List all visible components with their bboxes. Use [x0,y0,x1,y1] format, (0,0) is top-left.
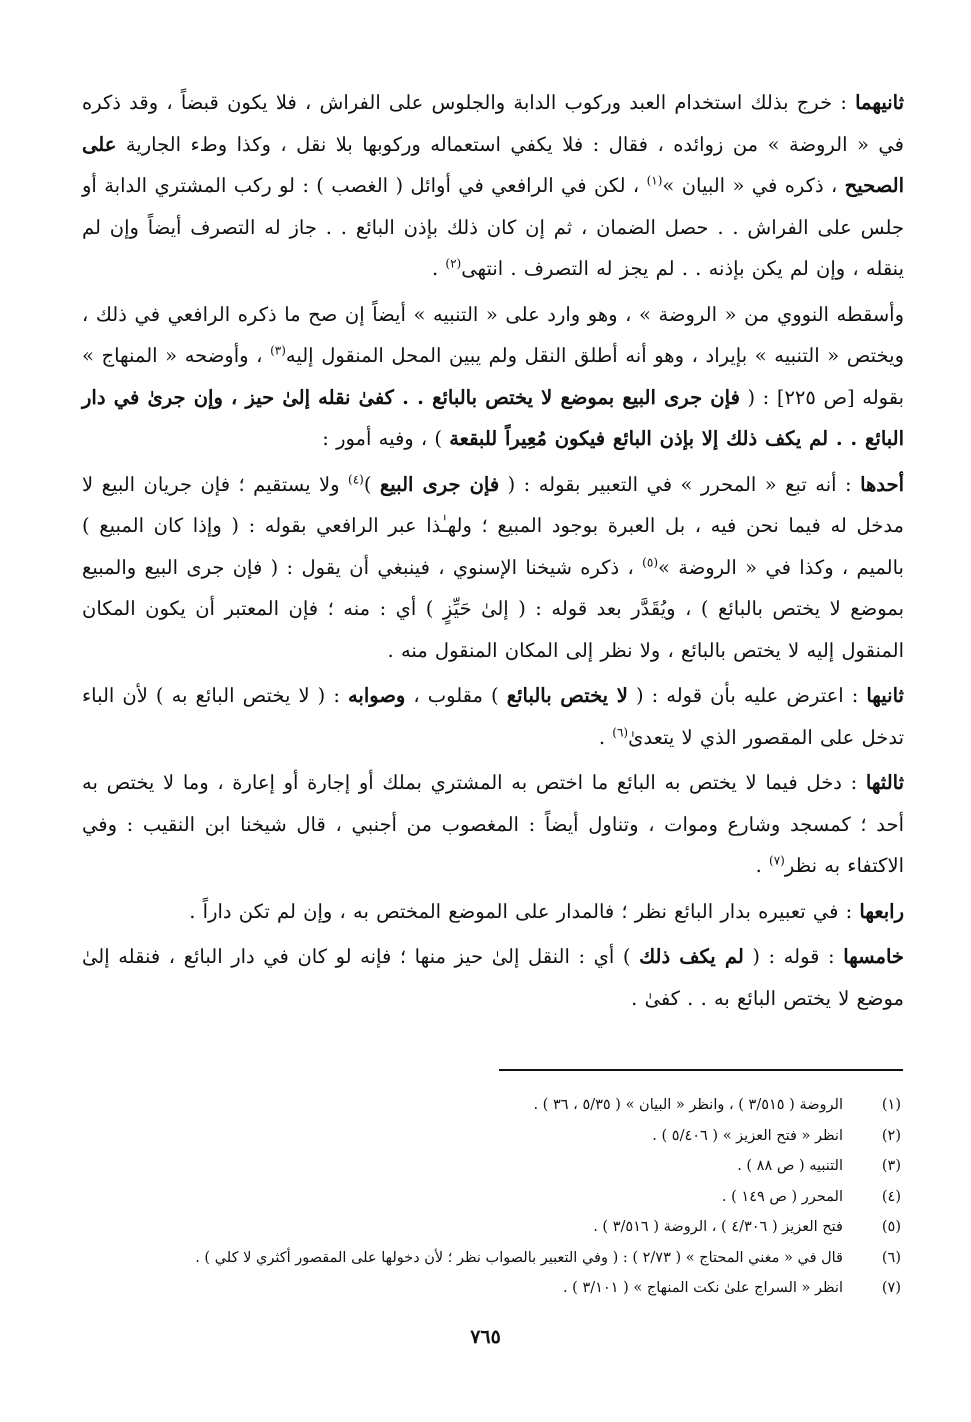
text-run: : اعترض عليه بأن قوله : ( [627,684,867,707]
paragraph-lead: أحدها [860,472,904,496]
footnote [83,1182,903,1213]
bold-text: فإن جرى البيع بموضع لا يختص بالبائع . . كفىٰ نقله إلىٰ حيز ، وإن جرىٰ في دار البائع . . لم يكف ذلك إلا بإذن البائع فيكون مُعِيراً للبقعة [82,385,904,450]
footnote-ref: (٢) [445,256,462,271]
footnote [83,1212,903,1243]
footnote-number: (٣) [881,1158,901,1174]
footnote-ref: (٤) [348,472,364,486]
footnotes [83,1090,903,1304]
footnote [83,1121,903,1152]
footnote-ref: (٣) [270,343,286,358]
paragraph-lead: ثانيها [866,684,904,707]
footnote-ref: (٧) [769,853,785,868]
text-run: ، وأوضحه « المنهاج » بقوله [ص ٢٢٥] : ( [82,344,904,409]
text-run: ) أي : النقل إلىٰ حيز منها ؛ فإنه لو كان في دار البائع ، فنقله إلىٰ موضع لا يختص البائع به . . كفىٰ . [82,945,904,1010]
text-run: ) مقلوب ، [405,684,507,707]
text-run: : قوله : ( [743,945,844,968]
text-run: : ( لا يختص البائع به ) لأن الباء تدخل على المقصور الذي لا يتعدىٰ [82,684,904,749]
footnote-number: (٧) [881,1280,901,1296]
paragraph [82,762,904,887]
text-run: : دخل فيما لا يختص به البائع ما اختص به المشتري بملك أو إجارة أو إعارة ، وما لا يختص به أحد ؛ كمسجد وشارع وموات ، وتناول أيضاً : المغصوب من أجنبي ، قال شيخنا ابن النقيب : وفي الاكتفاء به نظر [82,771,904,877]
text-run: ، لكن في الرافعي في أوائل ( الغصب ) : لو ركب المشتري الدابة أو جلس على الفراش . . حصل الضمان ، ثم إن كان ذلك بإذن البائع . . جاز له التصرف أيضاً وإن لم ينقله ، وإن لم يكن بإذنه . . لم يجز له التصرف . انتهى [82,174,904,280]
bold-text: لم يكف ذلك [639,945,744,968]
footnote-number: (٦) [881,1249,901,1266]
footnote-text: الروضة ( ٣/٥١٥ ) ، وانظر « البيان » ( ٥/٣٥ ، ٣٦ ) . [533,1097,843,1113]
footnote [83,1090,903,1121]
bold-text: فإن جرى البيع [379,472,500,496]
footnote-text: المحرر ( ص ١٤٩ ) . [721,1188,843,1205]
text-run: . [598,725,613,749]
text-run: ) ، وفيه أمور : [322,427,450,450]
footnote-text: انظر « السراج علىٰ نكت المنهاج » ( ٣/١٠١ ) . [562,1280,843,1296]
footnote-separator [499,1069,903,1071]
bold-text: على الصحيح [82,132,904,197]
text-run: ) [363,472,380,496]
text-run: . [431,257,446,280]
bold-text: لا يختص بالبائع [506,684,628,707]
footnote-text: فتح العزيز ( ٤/٣٠٦ ) ، الروضة ( ٣/٥١٦ ) . [593,1219,843,1235]
footnote-text: قال في « مغني المحتاج » ( ٢/٧٣ ) : ( وفي التعبير بالصواب نظر ؛ لأن دخولها على المقصور أكثري لا كلي ) . [195,1249,843,1266]
text-run: وأسقطه النووي من « الروضة » ، وهو وارد على « التنبيه » أيضاً إن صح ما ذكره الرافعي في ذلك ، ويختص « التنبيه » بإيراد ، وهو أنه أطلق النقل ولم يبين المحل المنقول إليه [82,302,904,367]
text-run: : أنه تبع « المحرر » في التعبير بقوله : ( [499,472,861,496]
page-number: ٧٦٥ [470,1326,501,1348]
footnote-number: (٥) [881,1219,901,1235]
paragraph [82,675,904,758]
paragraph [82,464,904,672]
text-run: : في تعبيره بدار البائع نظر ؛ فالمدار على الموضع المختص به ، وإن لم تكن داراً . [189,899,860,923]
footnote [83,1151,903,1182]
footnote-text: التنبيه ( ص ٨٨ ) . [737,1158,843,1174]
paragraph-lead: ثانيهما [855,91,904,114]
paragraph [82,936,904,1019]
paragraph [82,891,904,933]
paragraph [82,82,904,290]
footnote-number: (٤) [881,1188,901,1205]
main-text [82,82,904,1019]
footnote-ref: (٥) [642,555,658,569]
footnote [83,1273,903,1304]
text-run: ، ذكره في « البيان » [662,174,845,197]
footnote-number: (١) [881,1097,901,1113]
paragraph-lead: ثالثها [865,771,904,794]
footnote-text: انظر « فتح العزيز » ( ٥/٤٠٦ ) . [652,1127,843,1144]
paragraph-lead: رابعها [859,899,904,923]
footnote-ref: (١) [646,173,663,188]
text-run: : خرج بذلك استخدام العبد وركوب الدابة والجلوس على الفراش ، فلا يكون قبضاً ، وقد ذكره في « الروضة » من زوائده ، فقال : فلا يكفي استعماله وركوبها بلا نقل ، وكذا وطء الجارية [82,91,904,156]
text-run: ولا يستقيم ؛ فإن جريان البيع لا مدخل له فيما نحن فيه ، بل العبرة بوجود المبيع ؛ ولهـٰذا عبر الرافعي بقوله : ( وإذا كان المبيع ) بالميم ، وكذا في « الروضة » [82,472,904,579]
paragraph-lead: خامسها [843,945,904,968]
text-run: . [755,854,770,877]
paragraph [82,294,904,460]
footnote [83,1243,903,1274]
footnote-ref: (٦) [612,725,629,739]
bold-text: وصوابه [347,684,406,707]
text-run: ، ذكره شيخنا الإسنوي ، فينبغي أن يقول : ( فإن جرى البيع والمبيع بموضع لا يختص بالبائع ) ، ويُقَدَّر بعد قوله : ( إلىٰ حَيِّزٍ ) أي : منه ؛ فإن المعتبر أن يكون المكان المنقول إليه لا يختص بالبائع ، ولا نظر إلى المكان المنقول منه . [82,555,904,662]
footnote-number: (٢) [881,1127,901,1144]
